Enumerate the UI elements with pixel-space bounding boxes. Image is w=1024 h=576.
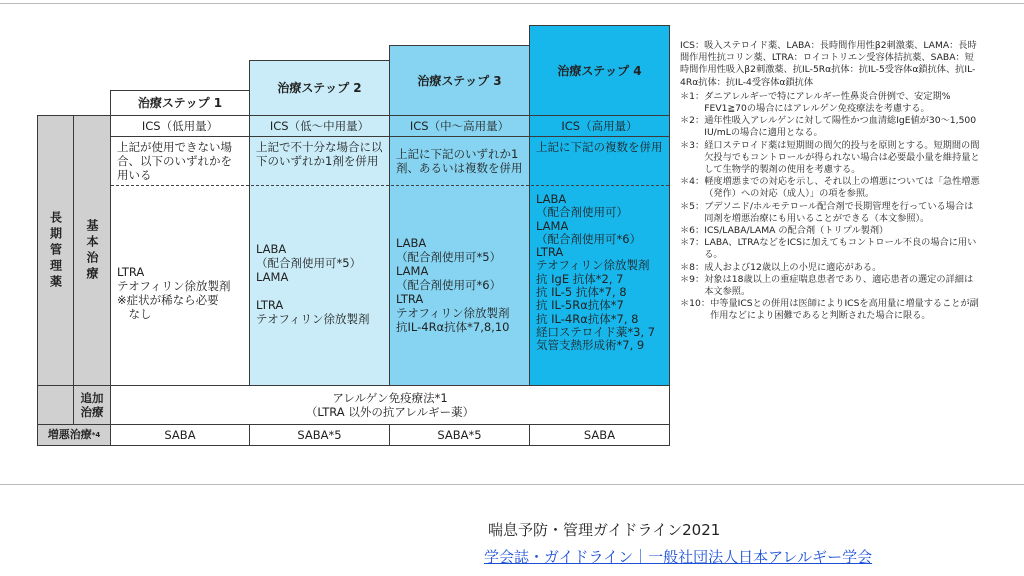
- drug-item: なし: [117, 307, 152, 321]
- drug-item: 抗 IL-4Rα抗体*7, 8: [536, 311, 639, 326]
- long-term-label: 長期管理薬: [37, 115, 74, 386]
- footnote-7: ＊7： LABA、LTRAなどをICSに加えてもコントロール不良の場合に用いる。: [680, 237, 977, 261]
- drug-item: 抗IL-4Rα抗体*7,8,10: [396, 320, 510, 334]
- drug-item: 経口ステロイド薬*3, 7: [536, 324, 656, 339]
- exacerbation-label: 増悪治療 *4: [37, 424, 111, 446]
- drug-item: 抗 IgE 抗体*2, 7: [536, 271, 624, 286]
- footnote-4: ＊4： 軽度増悪までの対応を示し、それ以上の増悪については「急性増悪（発作）への対応（成人）」の項を参照。: [680, 176, 980, 200]
- footnote-10: ＊10： 中等量ICSとの併用は医師によりICSを高用量に増量することが副作用などにより困難であると判断された場合に限る。: [680, 298, 979, 322]
- drug-item: LAMA: [256, 270, 289, 284]
- drug-item: LAMA: [396, 264, 429, 278]
- footnote-8: ＊8： 成人および12歳以上の小児に適応がある。: [680, 261, 882, 273]
- drug-item: 抗 IL-5 抗体*7, 8: [536, 285, 627, 300]
- bottom-divider: [0, 484, 1024, 485]
- desc-step4: 上記に下記の複数を併用: [536, 140, 663, 154]
- saba-step2: SABA*5: [249, 424, 390, 446]
- drug-item: LABA: [536, 192, 567, 206]
- desc-step2: 上記で不十分な場合に以下のいずれか1剤を併用: [256, 140, 383, 168]
- drug-item: テオフィリン徐放製剤: [117, 279, 231, 293]
- footnote-1: ＊1： ダニアレルギーで特にアレルギー性鼻炎合併例で、安定期% FEV1≧70の場合にはアレルゲン免疫療法を考慮する。: [680, 90, 951, 115]
- drug-item: テオフィリン徐放製剤: [536, 258, 650, 273]
- drug-item: （配合剤使用可*5）: [256, 256, 362, 270]
- drugs-step2: [250, 239, 376, 329]
- step1-header: 治療ステップ 1: [110, 90, 250, 116]
- drug-item: テオフィリン徐放製剤: [256, 312, 370, 326]
- step3-header: 治療ステップ 3: [389, 45, 530, 116]
- drug-item: LTRA: [117, 265, 145, 279]
- drug-item: テオフィリン徐放製剤: [396, 306, 510, 320]
- ics-step4: ICS（高用量）: [529, 115, 670, 137]
- drug-item: （配合剤使用可*5）: [396, 250, 502, 264]
- anti-allergy-text: （LTRA 以外の抗アレルギー薬）: [305, 405, 475, 419]
- drug-item: LTRA: [396, 292, 424, 306]
- desc-step3: 上記に下記のいずれか1剤、あるいは複数を併用: [396, 147, 523, 175]
- footnote-6: ＊6： ICS/LABA/LAMA の配合剤（トリプル製剤）: [680, 225, 889, 237]
- basic-step1: [110, 136, 250, 386]
- basic-step4: [529, 136, 670, 386]
- ics-step2: ICS（低〜中用量）: [249, 115, 390, 137]
- additional-row: [110, 385, 670, 425]
- drug-item: 気管支熱形成術*7, 9: [536, 338, 645, 353]
- source-link[interactable]: 学会誌・ガイドライン｜一般社団法人日本アレルギー学会: [484, 548, 873, 566]
- step2-header: 治療ステップ 2: [249, 60, 390, 116]
- basic-step2: [249, 136, 390, 386]
- footnote-2: ＊2： 通年性吸入アレルゲンに対して陽性かつ血清総IgE値が30〜1,500 IU/mLの場合に適用となる。: [680, 115, 977, 139]
- drugs-step4: [530, 190, 661, 356]
- drug-item: LTRA: [536, 245, 564, 260]
- drug-item: ※症状が稀なら必要: [117, 293, 219, 307]
- drug-item: （配合剤使用可*6）: [536, 231, 642, 246]
- saba-step1: SABA: [110, 424, 250, 446]
- source-title: 喘息予防・管理ガイドライン2021: [488, 521, 721, 539]
- desc-step1: 上記が使用できない場合、以下のいずれかを用いる: [117, 140, 232, 182]
- footnote-3: ＊3： 経口ステロイド薬は短期間の間欠的投与を原則とする。短期間の間欠投与でもコントロールが得られない場合は必要最小量を維持量として生物学的製剤の使用を考慮する。: [680, 139, 980, 176]
- drugs-step1: [111, 262, 237, 324]
- basic-treatment-label: 基本治療: [73, 115, 111, 386]
- footnotes: [680, 40, 980, 323]
- drug-item: LAMA: [536, 218, 569, 233]
- immunotherapy-text: アレルゲン免疫療法*1: [332, 391, 448, 405]
- drug-item-spacer: [256, 284, 370, 298]
- saba-step3: SABA*5: [389, 424, 530, 446]
- long-term-label-cont: [37, 385, 74, 425]
- ics-step3: ICS（中〜高用量）: [389, 115, 530, 137]
- drug-item: LABA: [396, 236, 427, 250]
- drug-item: LABA: [256, 242, 287, 256]
- drugs-step3: [390, 233, 516, 337]
- drug-item: （配合剤使用可）: [536, 205, 628, 220]
- drug-item: LTRA: [256, 298, 284, 312]
- ics-step1: ICS（低用量）: [110, 115, 250, 137]
- step4-header: 治療ステップ 4: [529, 25, 670, 116]
- drug-item: （配合剤使用可*6）: [396, 278, 502, 292]
- footnote-9: ＊9： 対象は18歳以上の重症喘息患者であり、適応患者の選定の詳細は本文参照。: [680, 273, 974, 298]
- dashed-divider: [111, 185, 669, 186]
- saba-step4: SABA: [529, 424, 670, 446]
- basic-step3: [389, 136, 530, 386]
- abbreviation-note: ICS：吸入ステロイド薬、LABA：長時間作用性β2刺激薬、LAMA：長時間作用性抗コリン薬、LTRA：ロイコトリエン受容体拮抗薬、SABA：短時間作用性吸入β2刺激薬、抗IL-5Rα抗体：抗IL-5受容体α鎖抗体、抗IL-4Rα抗体：抗IL-4受容体α鎖抗体: [680, 40, 977, 88]
- drug-item: 抗 IL-5Rα抗体*7: [536, 298, 624, 313]
- footnote-5: ＊5： ブデソニド/ホルモテロール配合剤で長期管理を行っている場合は同剤を増悪治療にも用いることができる（本文参照）。: [680, 200, 974, 224]
- additional-treatment-label: 追加治療: [73, 385, 111, 425]
